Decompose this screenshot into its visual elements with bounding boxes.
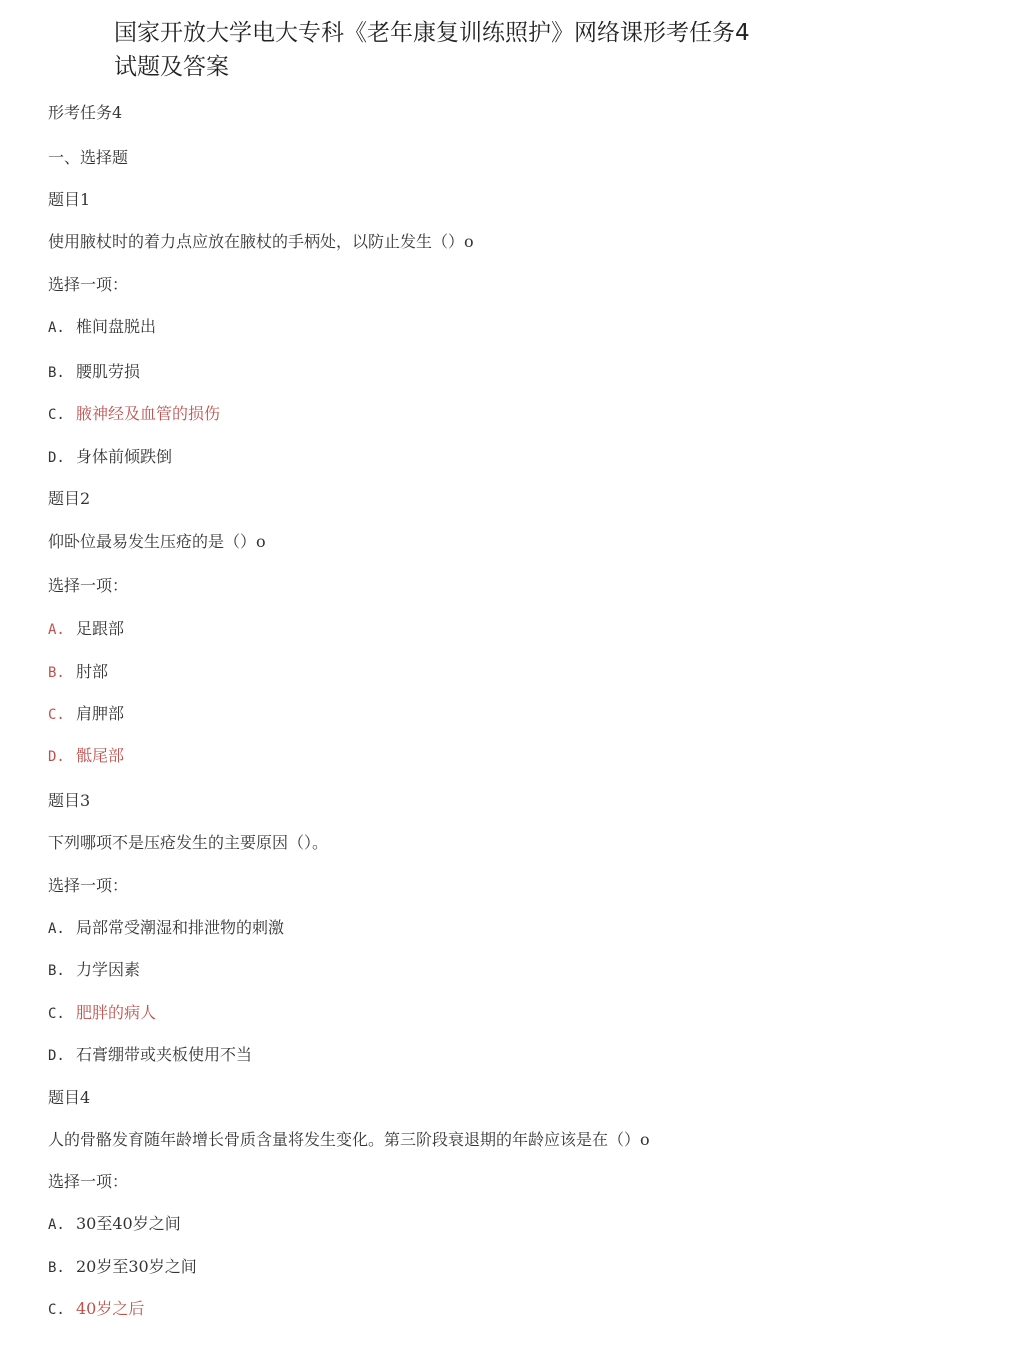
option-letter: D. [48,450,65,466]
question-stem: 使用腋杖时的着力点应放在腋杖的手柄处，以防止发生（）o [48,232,474,251]
option-item-answer [48,661,108,684]
option-text-answer: 肥胖的病人 [76,1003,157,1022]
option-text: 局部常受潮湿和排泄物的刺激 [76,918,285,937]
option-item-answer [48,745,124,768]
option-item [48,446,172,469]
document-title: 国家开放大学电大专科《老年康复训练照护》网络课形考任务4试题及答案 [114,20,750,80]
option-item [48,959,140,982]
option-text: 腰肌劳损 [76,362,141,381]
question-label: 题目3 [48,791,91,810]
question-stem: 仰卧位最易发生压疮的是（）o [48,532,266,551]
option-letter: A. [48,622,65,638]
option-letter: C. [48,407,65,423]
option-letter: A. [48,320,65,336]
choose-prompt: 选择一项： [48,275,129,294]
option-item-answer [48,703,124,726]
section-label: 一、选择题 [48,148,129,167]
option-text: 身体前倾跌倒 [76,447,173,466]
option-item [48,1002,156,1025]
question-label: 题目4 [48,1088,91,1107]
option-letter: C. [48,1006,65,1022]
option-text: 肩胛部 [76,704,125,723]
task-label: 形考任务4 [48,103,123,122]
option-text-answer: 40岁之后 [76,1299,145,1318]
option-letter: A. [48,1217,65,1233]
option-letter: B. [48,963,65,979]
option-item [48,361,140,384]
option-text: 肘部 [76,662,109,681]
question-stem: 人的骨骼发育随年龄增长骨质含量将发生变化。第三阶段衰退期的年龄应该是在（）o [48,1130,650,1149]
question-stem: 下列哪项不是压疮发生的主要原因（）。 [48,833,329,852]
option-text: 力学因素 [76,960,141,979]
option-text: 30至40岁之间 [76,1214,181,1233]
option-text-answer: 腋神经及血管的损伤 [76,404,221,423]
option-text: 石膏绷带或夹板使用不当 [76,1045,253,1064]
option-letter: C. [48,707,65,723]
option-item [48,1256,197,1279]
option-item-answer [48,618,124,641]
choose-prompt: 选择一项： [48,1172,129,1191]
choose-prompt: 选择一项： [48,876,129,895]
option-letter: D. [48,749,65,765]
option-item [48,1298,144,1321]
option-item [48,316,156,339]
option-text: 20岁至30岁之间 [76,1257,197,1276]
option-letter: B. [48,365,65,381]
question-label: 题目1 [48,190,91,209]
option-letter: B. [48,665,65,681]
question-label: 题目2 [48,489,91,508]
option-item [48,403,220,426]
choose-prompt: 选择一项： [48,576,129,595]
option-item [48,917,284,940]
option-item [48,1213,181,1236]
option-item [48,1044,252,1067]
option-letter: B. [48,1260,65,1276]
option-text: 椎间盘脱出 [76,317,157,336]
option-letter: A. [48,921,65,937]
option-text-answer: 骶尾部 [76,746,125,765]
option-letter: C. [48,1302,65,1318]
option-text: 足跟部 [76,619,125,638]
option-letter: D. [48,1048,65,1064]
